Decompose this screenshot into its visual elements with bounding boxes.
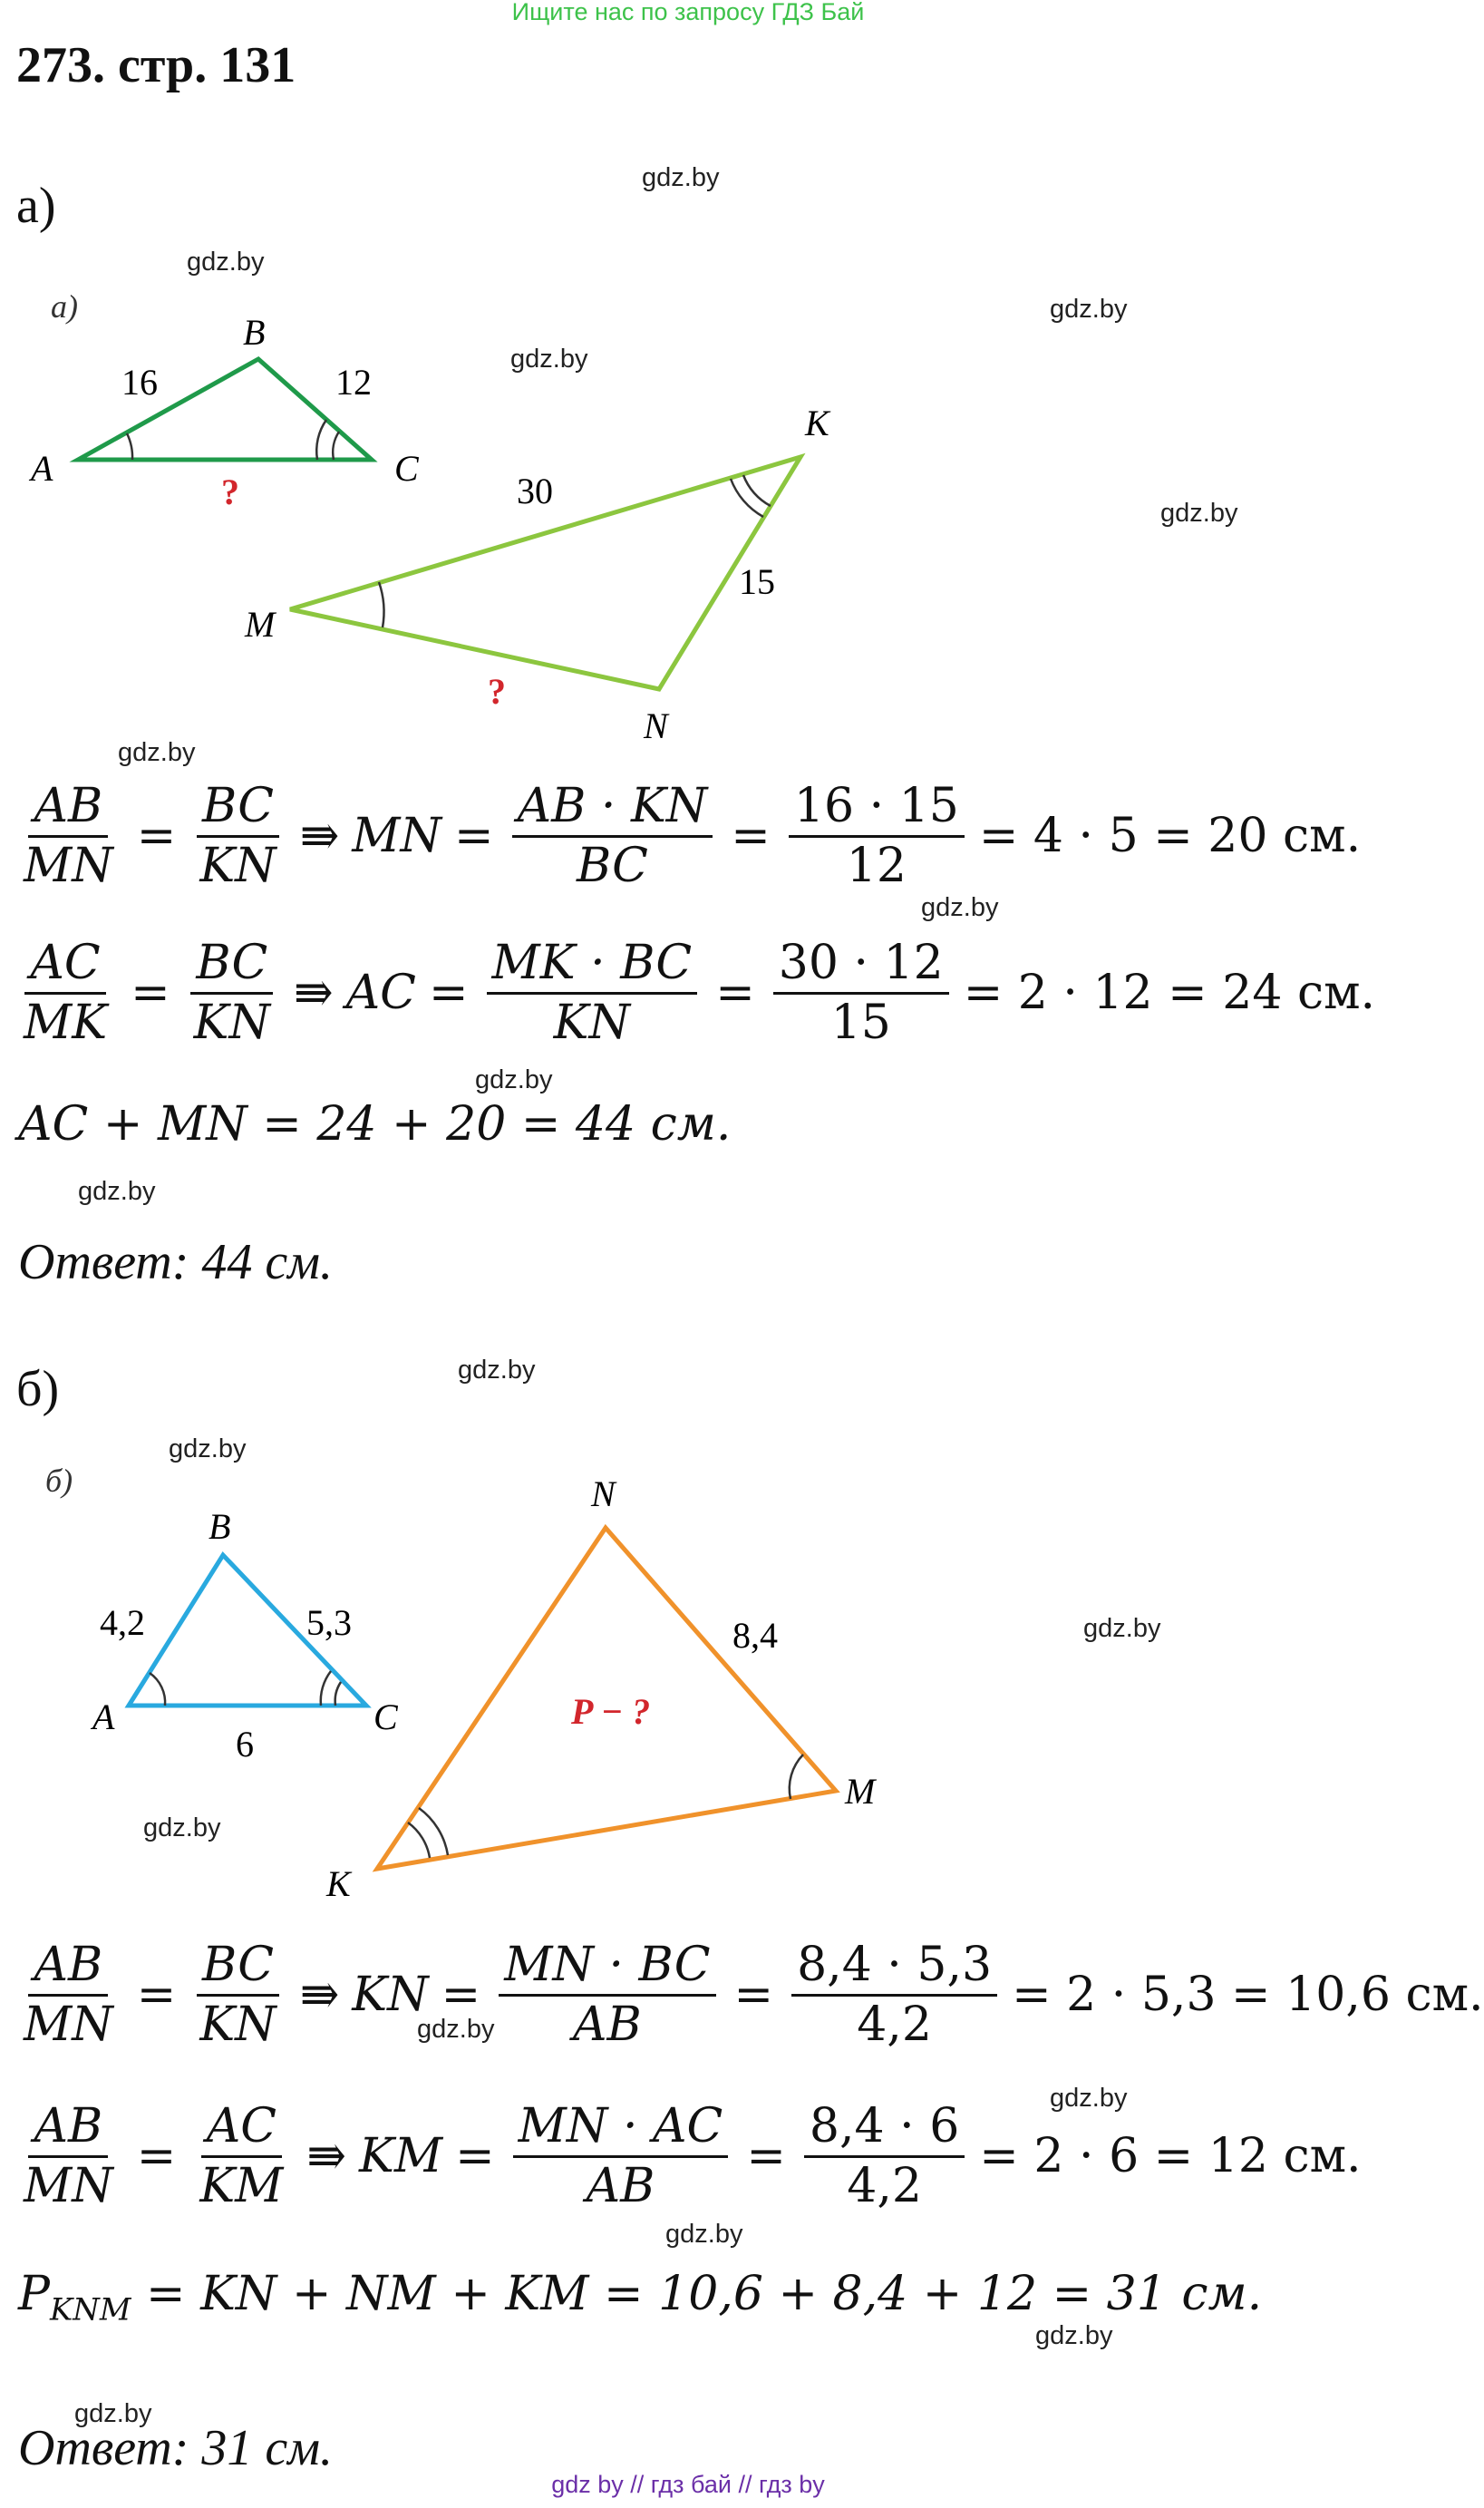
vertex-k: K — [805, 403, 829, 443]
footer-links[interactable]: gdz by // гдз бай // гдз by — [551, 2471, 825, 2498]
side-kn-length: 15 — [739, 561, 775, 602]
search-hint-link[interactable]: Ищите нас по запросу ГДЗ Бай — [511, 0, 865, 25]
vertex-m: M — [245, 604, 276, 645]
perimeter-unknown: P − ? — [571, 1691, 651, 1732]
vertex-m-b: M — [845, 1771, 876, 1812]
part-b-label: б) — [16, 1361, 60, 1417]
side-ab-length-b: 4,2 — [100, 1602, 145, 1643]
side-nm-length: 8,4 — [732, 1615, 778, 1656]
angle-a-mark — [127, 433, 132, 460]
watermark: gdz.by — [78, 1177, 156, 1206]
angle-k-mark-b-inner — [408, 1823, 430, 1858]
angle-m-mark — [379, 582, 384, 627]
side-ab-length: 16 — [121, 362, 158, 403]
angle-k-mark-b-outer — [419, 1808, 448, 1855]
figure-a — [18, 290, 888, 762]
vertex-k-b: K — [326, 1863, 351, 1904]
answer-b: Ответ: 31 см. — [18, 2420, 333, 2476]
vertex-a-small-b: A — [92, 1696, 115, 1737]
vertex-n: N — [644, 705, 668, 746]
equation-a3: AC + MN = 24 + 20 = 44 см. — [18, 1097, 732, 1152]
angle-k-mark-inner — [743, 475, 771, 506]
side-ac-unknown: ? — [221, 471, 239, 512]
figure-b-label: б) — [45, 1463, 73, 1499]
watermark: gdz.by — [1083, 1614, 1161, 1643]
watermark: gdz.by — [1050, 2084, 1128, 2113]
watermark: gdz.by — [510, 345, 588, 374]
equation-a2: $\frac{AC}{MK}$ = $\frac{BC}{KN}$ ⇛ AC = $\frac{MK \cdot BC}{KN}$ = $\frac{30 \cdot 12}{15}$ = 2 · 12 = 24 см. — [24, 936, 1376, 1050]
answer-a: Ответ: 44 см. — [18, 1234, 333, 1290]
vertex-c-small: C — [394, 448, 419, 489]
side-bc-length-b: 5,3 — [306, 1602, 352, 1643]
figure-b — [18, 1455, 925, 1904]
watermark: gdz.by — [665, 2220, 743, 2249]
equation-a1: $\frac{AB}{MN}$ = $\frac{BC}{KN}$ ⇛ MN = $\frac{AB \cdot KN}{BC}$ = $\frac{16 \cdot 15}{12}$ = 4 · 5 = 20 см. — [24, 779, 1362, 893]
watermark: gdz.by — [1035, 2321, 1113, 2350]
vertex-b-small-b: B — [209, 1506, 231, 1547]
equation-b1: $\frac{AB}{MN}$ = $\frac{BC}{KN}$ ⇛ KN = $\frac{MN \cdot BC}{AB}$ = $\frac{8,4 \cdot 5,3}{4,2}$ = 2 · 5,3 = 10,6 см. — [24, 1938, 1484, 2052]
side-bc-length: 12 — [335, 362, 372, 403]
part-a-label: а) — [16, 178, 56, 234]
angle-m-mark-b — [790, 1755, 803, 1799]
watermark: gdz.by — [74, 2399, 152, 2428]
watermark: gdz.by — [118, 738, 196, 767]
angle-c-mark-b-inner — [335, 1682, 341, 1706]
watermark: gdz.by — [921, 893, 999, 922]
vertex-c-small-b: C — [373, 1696, 398, 1737]
watermark: gdz.by — [458, 1356, 536, 1385]
side-ac-length-b: 6 — [236, 1724, 254, 1764]
angle-c-mark-b-outer — [321, 1671, 331, 1706]
vertex-b-small: B — [243, 312, 266, 353]
watermark: gdz.by — [187, 248, 265, 277]
vertex-a-small: A — [31, 448, 53, 489]
equation-b2: $\frac{AB}{MN}$ = $\frac{AC}{KM}$ ⇛ KM = $\frac{MN \cdot AC}{AB}$ = $\frac{8,4 \cdot 6}{4,2}$ = 2 · 6 = 12 см. — [24, 2099, 1362, 2213]
angle-c-mark-inner — [333, 432, 339, 460]
page-title: 273. стр. 131 — [16, 37, 296, 93]
watermark: gdz.by — [1160, 499, 1238, 528]
side-mk-length: 30 — [517, 471, 553, 511]
watermark: gdz.by — [143, 1813, 221, 1842]
watermark: gdz.by — [417, 2015, 495, 2044]
watermark: gdz.by — [642, 163, 720, 192]
watermark: gdz.by — [475, 1065, 553, 1094]
watermark: gdz.by — [1050, 295, 1128, 324]
side-mn-unknown: ? — [488, 671, 506, 712]
vertex-n-b: N — [591, 1473, 616, 1514]
figure-a-label: а) — [51, 288, 78, 325]
equation-b3: $P_{KNM}$ = KN + NM + KM = 10,6 + 8,4 + 12 = 31 см. — [18, 2267, 1263, 2328]
angle-c-mark-outer — [316, 420, 326, 460]
watermark: gdz.by — [169, 1434, 247, 1463]
angle-a-mark-b — [150, 1673, 165, 1706]
